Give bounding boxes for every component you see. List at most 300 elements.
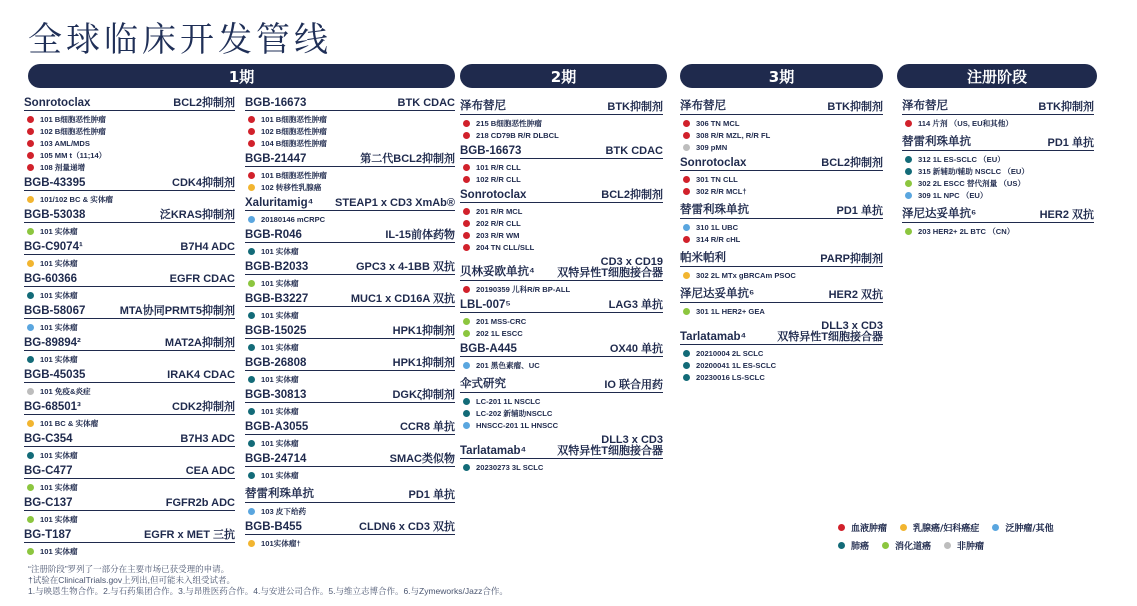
indication-text: 102 B细胞恶性肿瘤: [261, 126, 327, 136]
indication-text: 302 2L ESCC 替代剂量 （US）: [918, 178, 1026, 188]
entry-header: [245, 153, 455, 167]
target-label: 泛KRAS抑制剂: [159, 209, 235, 221]
indication-item: [460, 395, 663, 407]
indication-item: [24, 137, 235, 149]
target-line: CD3 x CD19: [600, 256, 663, 268]
target-label: CDK4抑制剂: [172, 177, 235, 189]
legend-label: 泛肿瘤/其他: [1005, 523, 1054, 534]
target-label: FGFR2b ADC: [165, 497, 235, 509]
pipeline-entry[interactable]: [460, 97, 663, 145]
indication-item: [245, 405, 455, 417]
indication-list: [680, 267, 883, 285]
indication-list: [245, 111, 455, 153]
pipeline-entry[interactable]: [24, 241, 235, 273]
pipeline-entry[interactable]: [245, 453, 455, 485]
red-dot-icon: [27, 164, 34, 171]
target-label: LAG3 单抗: [608, 299, 663, 311]
entry-header: [24, 529, 235, 543]
pipeline-entry[interactable]: [460, 435, 663, 477]
indication-list: [680, 303, 883, 321]
target-line: 双特异性T细胞接合器: [777, 331, 883, 343]
indication-item: [245, 469, 455, 481]
indication-text: 301 1L HER2+ GEA: [696, 306, 765, 316]
pipeline-entry[interactable]: [24, 209, 235, 241]
pipeline-entry[interactable]: [24, 97, 235, 177]
indication-item: [680, 185, 883, 197]
indication-item: [245, 113, 455, 125]
pipeline-entry[interactable]: [460, 375, 663, 435]
pipeline-entry[interactable]: [24, 433, 235, 465]
indication-text: 312 1L ES-SCLC （EU）: [918, 154, 1005, 164]
red-dot-icon: [463, 120, 470, 127]
target-label: PARP抑制剂: [820, 253, 883, 265]
entry-header: [902, 133, 1094, 151]
gray-dot-icon: [944, 542, 951, 549]
red-dot-icon: [27, 152, 34, 159]
entry-header: [245, 389, 455, 403]
pipeline-entry[interactable]: [245, 485, 455, 521]
target-label: HPK1抑制剂: [392, 325, 455, 337]
target-label: [557, 435, 663, 457]
indication-text: LC-202 新辅助NSCLC: [476, 408, 553, 418]
indication-list: [245, 307, 455, 325]
entry-header: [902, 97, 1094, 115]
drug-name: BG-C9074¹: [24, 241, 83, 253]
entry-header: [680, 201, 883, 219]
entry-header: [680, 97, 883, 115]
indication-list: [24, 415, 235, 433]
target-label: PD1 单抗: [836, 205, 883, 217]
drug-name: 伞式研究: [460, 378, 506, 390]
pipeline-entry[interactable]: [24, 177, 235, 209]
indication-item: [902, 225, 1094, 237]
target-label: PD1 单抗: [408, 489, 455, 501]
indication-item: [680, 359, 883, 371]
indication-item: [680, 371, 883, 383]
legend-item: [941, 539, 984, 552]
teal-dot-icon: [683, 362, 690, 369]
entry-header: [460, 97, 663, 115]
drug-name: 泽布替尼: [460, 100, 506, 112]
drug-name: BG-T187: [24, 529, 72, 541]
indication-text: 101 实体瘤: [261, 342, 299, 352]
entry-header: [245, 97, 455, 111]
target-label: STEAP1 x CD3 XmAb®: [335, 197, 455, 209]
drug-name: BGB-58067: [24, 305, 86, 317]
entry-header: [460, 257, 663, 281]
green-dot-icon: [27, 516, 34, 523]
drug-name: 泽布替尼: [680, 100, 726, 112]
pipeline-entry[interactable]: [245, 357, 455, 389]
pipeline-entry[interactable]: [24, 465, 235, 497]
drug-name: Xaluritamig⁴: [245, 197, 314, 209]
target-label: IL-15前体药物: [385, 229, 455, 241]
legend-label: 非肿瘤: [957, 541, 985, 552]
pipeline-entry[interactable]: [680, 201, 883, 249]
indication-text: 103 AML/MDS: [40, 138, 90, 148]
green-dot-icon: [683, 308, 690, 315]
footnotes: [28, 564, 508, 597]
indication-text: 202 1L ESCC: [476, 328, 523, 338]
drug-name: BG-C137: [24, 497, 73, 509]
pipeline-entry[interactable]: [460, 343, 663, 375]
drug-name: BGB-30813: [245, 389, 307, 401]
target-label: B7H4 ADC: [180, 241, 235, 253]
footnote: “注册阶段”罗列了一部分在主要市场已获受理的申请。: [28, 564, 230, 574]
indication-text: 20180146 mCRPC: [261, 214, 326, 224]
indication-item: [24, 193, 235, 205]
target-label: [777, 321, 883, 343]
red-dot-icon: [463, 176, 470, 183]
red-dot-icon: [683, 176, 690, 183]
legend-row: [835, 536, 1064, 554]
pipeline-entry[interactable]: [24, 497, 235, 529]
indication-text: 101 BC & 实体瘤: [40, 418, 99, 428]
indication-item: [24, 125, 235, 137]
pipeline-entry[interactable]: [24, 305, 235, 337]
target-label: CLDN6 x CD3 双抗: [359, 521, 455, 533]
entry-header: [24, 241, 235, 255]
indication-item: [245, 437, 455, 449]
entry-header: [460, 299, 663, 313]
pipeline-entry[interactable]: [245, 325, 455, 357]
entry-header: [460, 343, 663, 357]
legend-item: [879, 539, 931, 552]
blue-dot-icon: [27, 324, 34, 331]
pipeline-entry[interactable]: [245, 293, 455, 325]
entry-header: [245, 325, 455, 339]
pipeline-entry[interactable]: [24, 337, 235, 369]
indication-text: 101 B细胞恶性肿瘤: [261, 114, 327, 124]
green-dot-icon: [463, 330, 470, 337]
indication-text: 108 剂量递增: [40, 162, 86, 172]
target-label: SMAC类似物: [389, 453, 455, 465]
pipeline-entry[interactable]: [245, 97, 455, 153]
indication-text: 103 皮下给药: [261, 506, 307, 516]
gray-dot-icon: [683, 144, 690, 151]
indication-text: HNSCC-201 1L HNSCC: [476, 420, 559, 430]
phase3-column: [680, 97, 883, 387]
red-dot-icon: [27, 140, 34, 147]
indication-text: 102 B细胞恶性肿瘤: [40, 126, 106, 136]
indication-item: [460, 173, 663, 185]
indication-list: [245, 403, 455, 421]
entry-header: [245, 261, 455, 275]
indication-list: [460, 313, 663, 343]
red-dot-icon: [683, 120, 690, 127]
entry-header: [245, 293, 455, 307]
indication-text: 314 R/R cHL: [696, 234, 741, 244]
indication-text: 101 实体瘤: [261, 438, 299, 448]
indication-list: [245, 435, 455, 453]
indication-text: 101 实体瘤: [40, 450, 78, 460]
indication-text: 101 实体瘤: [40, 290, 78, 300]
indication-item: [245, 181, 455, 193]
pipeline-entry[interactable]: [902, 133, 1094, 205]
indication-text: 20230273 3L SCLC: [476, 462, 544, 472]
teal-dot-icon: [683, 350, 690, 357]
indication-list: [245, 467, 455, 485]
indication-item: [24, 481, 235, 493]
blue-dot-icon: [248, 508, 255, 515]
pipeline-entry[interactable]: [24, 369, 235, 401]
indication-item: [680, 347, 883, 359]
footnote: 1.与映恩生物合作。2.与石药集团合作。3.与昂胜医药合作。4.与安进公司合作。5.与维立志博合作。6.与Zymeworks/Jazz合作。: [28, 586, 508, 596]
indication-item: [24, 353, 235, 365]
indication-text: 315 新辅助/辅助 NSCLC （EU）: [918, 166, 1029, 176]
indication-text: 306 TN MCL: [696, 118, 740, 128]
indication-item: [24, 113, 235, 125]
pipeline-entry[interactable]: [245, 521, 455, 553]
drug-name: Sonrotoclax: [460, 189, 527, 201]
red-dot-icon: [248, 116, 255, 123]
indication-item: [245, 125, 455, 137]
teal-dot-icon: [248, 440, 255, 447]
red-dot-icon: [463, 220, 470, 227]
target-label: HPK1抑制剂: [392, 357, 455, 369]
teal-dot-icon: [683, 374, 690, 381]
drug-name: Sonrotoclax: [680, 157, 747, 169]
teal-dot-icon: [248, 312, 255, 319]
indication-text: 201 MSS-CRC: [476, 316, 527, 326]
target-label: BTK抑制剂: [1038, 101, 1094, 113]
legend-row: [835, 518, 1064, 536]
entry-header: [680, 249, 883, 267]
target-label: GPC3 x 4-1BB 双抗: [355, 261, 455, 273]
red-dot-icon: [248, 172, 255, 179]
target-label: IRAK4 CDAC: [167, 369, 235, 381]
pipeline-entry[interactable]: [245, 153, 455, 197]
target-label: CEA ADC: [185, 465, 235, 477]
phase2-column: [460, 97, 663, 477]
target-label: MAT2A抑制剂: [164, 337, 235, 349]
indication-text: 101 实体瘤: [40, 322, 78, 332]
indication-list: [460, 393, 663, 435]
pipeline-entry[interactable]: [460, 257, 663, 299]
entry-header: [24, 305, 235, 319]
blue-dot-icon: [683, 224, 690, 231]
drug-name: BGB-R046: [245, 229, 302, 241]
teal-dot-icon: [27, 356, 34, 363]
teal-dot-icon: [248, 248, 255, 255]
target-label: EGFR CDAC: [169, 273, 235, 285]
yellow-dot-icon: [248, 184, 255, 191]
red-dot-icon: [463, 286, 470, 293]
drug-name: BG-C354: [24, 433, 73, 445]
blue-dot-icon: [463, 422, 470, 429]
pipeline-entry[interactable]: [460, 145, 663, 189]
drug-name: BGB-21447: [245, 153, 307, 165]
legend-item: [835, 539, 869, 552]
pipeline-entry[interactable]: [680, 97, 883, 157]
indication-text: 302 2L MTx gBRCAm PSOC: [696, 270, 796, 280]
indication-text: 302 R/R MCL†: [696, 186, 747, 196]
entry-header: [460, 375, 663, 393]
indication-item: [245, 505, 455, 517]
legend-item: [835, 521, 887, 534]
indication-item: [24, 417, 235, 429]
yellow-dot-icon: [248, 540, 255, 547]
legend: [835, 518, 1064, 554]
entry-header: [24, 209, 235, 223]
indication-item: [245, 137, 455, 149]
pipeline-entry[interactable]: [245, 389, 455, 421]
entry-header: [24, 369, 235, 383]
indication-list: [680, 171, 883, 201]
red-dot-icon: [683, 188, 690, 195]
indication-list: [680, 345, 883, 387]
teal-dot-icon: [463, 398, 470, 405]
indication-text: 101 实体瘤: [261, 374, 299, 384]
red-dot-icon: [463, 244, 470, 251]
indication-item: [24, 385, 235, 397]
target-label: HER2 双抗: [828, 289, 883, 301]
red-dot-icon: [838, 524, 845, 531]
indication-item: [24, 149, 235, 161]
indication-list: [245, 275, 455, 293]
indication-text: 308 R/R MZL, R/R FL: [696, 130, 771, 140]
red-dot-icon: [248, 140, 255, 147]
green-dot-icon: [882, 542, 889, 549]
drug-name: BG-89894²: [24, 337, 81, 349]
indication-text: 101 免疫&炎症: [40, 386, 91, 396]
pipeline-entry[interactable]: [245, 421, 455, 453]
red-dot-icon: [463, 208, 470, 215]
indication-text: 309 1L NPC （EU）: [918, 190, 988, 200]
indication-text: 101 实体瘤: [40, 482, 78, 492]
pipeline-entry[interactable]: [24, 401, 235, 433]
indication-item: [245, 213, 455, 225]
target-line: 双特异性T细胞接合器: [557, 267, 663, 279]
footnote: †试验在ClinicalTrials.gov上列出,但可能未入组受试者。: [28, 575, 236, 585]
pipeline-entry[interactable]: [245, 197, 455, 229]
pipeline-entry[interactable]: [680, 321, 883, 387]
red-dot-icon: [463, 132, 470, 139]
yellow-dot-icon: [27, 196, 34, 203]
green-dot-icon: [905, 180, 912, 187]
drug-name: LBL-007⁵: [460, 299, 511, 311]
target-label: DGKζ抑制剂: [392, 389, 455, 401]
target-label: OX40 单抗: [609, 343, 663, 355]
drug-name: BGB-43395: [24, 177, 86, 189]
entry-header: [24, 433, 235, 447]
pipeline-entry[interactable]: [902, 205, 1094, 241]
red-dot-icon: [463, 164, 470, 171]
indication-item: [24, 257, 235, 269]
indication-item: [245, 169, 455, 181]
indication-item: [460, 461, 663, 473]
indication-item: [245, 341, 455, 353]
pipeline-entry[interactable]: [24, 273, 235, 305]
entry-header: [460, 189, 663, 203]
green-dot-icon: [27, 484, 34, 491]
entry-header: [245, 229, 455, 243]
teal-dot-icon: [463, 410, 470, 417]
indication-text: 309 pMN: [696, 142, 728, 152]
indication-list: [24, 351, 235, 369]
drug-name: 泽尼达妥单抗⁶: [902, 208, 977, 220]
indication-text: 114 片剂 （US, EU和其他）: [918, 118, 1013, 128]
teal-dot-icon: [463, 464, 470, 471]
green-dot-icon: [27, 548, 34, 555]
target-label: BCL2抑制剂: [821, 157, 883, 169]
pipeline-entry[interactable]: [680, 249, 883, 285]
target-label: BCL2抑制剂: [173, 97, 235, 109]
drug-name: BGB-26808: [245, 357, 307, 369]
target-label: PD1 单抗: [1047, 137, 1094, 149]
indication-item: [24, 545, 235, 557]
entry-header: [24, 273, 235, 287]
indication-text: 101 实体瘤: [40, 514, 78, 524]
indication-text: 101 实体瘤: [261, 406, 299, 416]
indication-item: [460, 241, 663, 253]
indication-text: 20200041 1L ES-SCLC: [696, 360, 777, 370]
drug-name: Tarlatamab⁴: [460, 445, 527, 457]
indication-item: [902, 177, 1094, 189]
pipeline-entry[interactable]: [460, 189, 663, 257]
yellow-dot-icon: [683, 272, 690, 279]
indication-list: [460, 459, 663, 477]
gray-dot-icon: [27, 388, 34, 395]
indication-list: [24, 223, 235, 241]
legend-label: 乳腺癌/妇科癌症: [913, 523, 980, 534]
drug-name: BGB-15025: [245, 325, 307, 337]
indication-list: [245, 339, 455, 357]
indication-list: [902, 151, 1094, 205]
pipeline-entry[interactable]: [24, 529, 235, 561]
pipeline-entry[interactable]: [245, 229, 455, 261]
legend-item: [989, 521, 1053, 534]
drug-name: BGB-45035: [24, 369, 86, 381]
indication-list: [24, 543, 235, 561]
pipeline-entry[interactable]: [902, 97, 1094, 133]
target-label: B7H3 ADC: [180, 433, 235, 445]
target-line: 双特异性T细胞接合器: [557, 445, 663, 457]
teal-dot-icon: [27, 452, 34, 459]
registration-column: [902, 97, 1094, 241]
drug-name: BGB-16673: [245, 97, 307, 109]
indication-text: 101 实体瘤: [40, 226, 78, 236]
legend-item: [897, 521, 979, 534]
indication-item: [460, 217, 663, 229]
indication-text: 101 R/R CLL: [476, 162, 521, 172]
pipeline-entry[interactable]: [460, 299, 663, 343]
indication-list: [245, 211, 455, 229]
indication-item: [680, 129, 883, 141]
entry-header: [245, 521, 455, 535]
legend-label: 血液肿瘤: [851, 523, 888, 534]
drug-name: BG-60366: [24, 273, 78, 285]
pipeline-entry[interactable]: [680, 157, 883, 201]
indication-item: [24, 161, 235, 173]
pipeline-entry[interactable]: [245, 261, 455, 293]
indication-item: [245, 245, 455, 257]
indication-item: [680, 141, 883, 153]
target-label: HER2 双抗: [1039, 209, 1094, 221]
red-dot-icon: [683, 132, 690, 139]
indication-text: 203 HER2+ 2L BTC （CN）: [918, 226, 1015, 236]
indication-text: 101 实体瘤: [40, 546, 78, 556]
drug-name: 帕米帕利: [680, 252, 726, 264]
indication-item: [680, 221, 883, 233]
indication-item: [460, 359, 663, 371]
pipeline-entry[interactable]: [680, 285, 883, 321]
teal-dot-icon: [248, 472, 255, 479]
indication-list: [902, 223, 1094, 241]
indication-list: [902, 115, 1094, 133]
drug-name: Sonrotoclax: [24, 97, 91, 109]
blue-dot-icon: [248, 216, 255, 223]
